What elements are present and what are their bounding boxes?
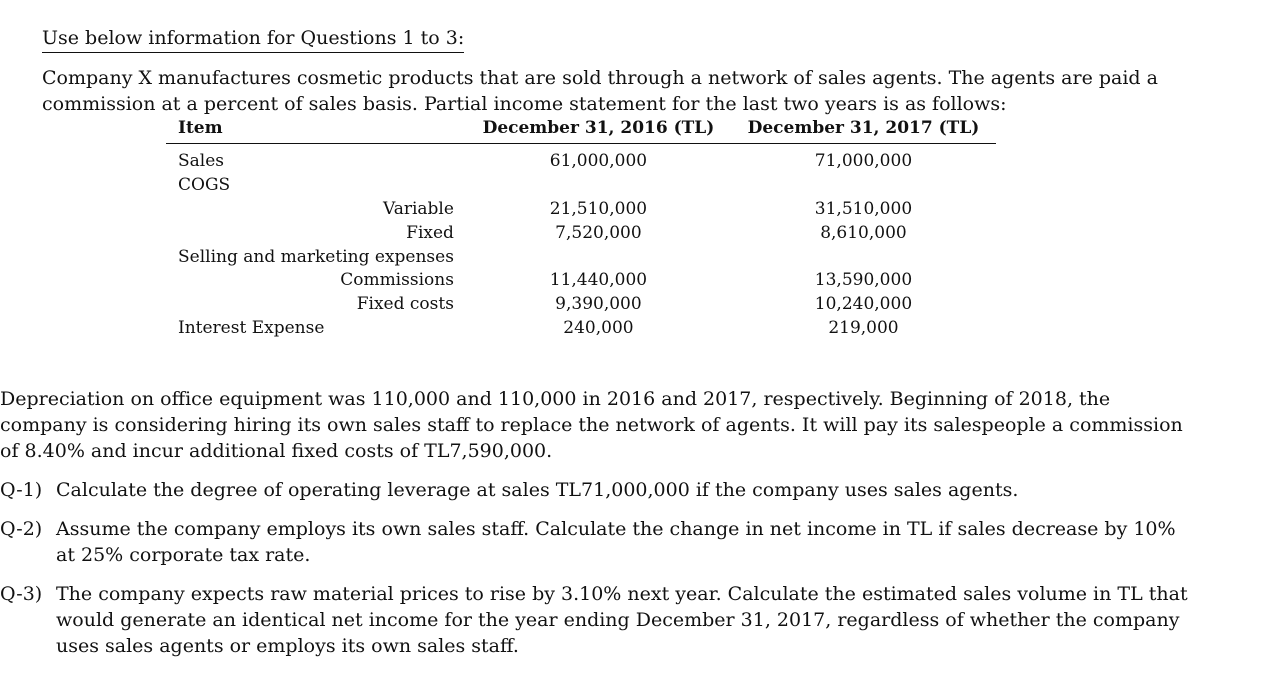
questions-section (0, 386, 1200, 659)
question-number: Q-2) (0, 518, 43, 540)
value-2016 (466, 174, 731, 198)
income-statement-table (166, 115, 996, 340)
column-header-item: Item (166, 115, 466, 144)
row-sublabel: Variable (382, 198, 454, 219)
value-2017: 71,000,000 (814, 151, 913, 172)
value-2017: 219,000 (828, 317, 899, 338)
row-label: COGS (178, 175, 231, 196)
row-label: Sales (178, 151, 225, 172)
value-2017: 13,590,000 (814, 270, 913, 291)
table-row (166, 198, 996, 222)
row-sublabel: Fixed costs (356, 294, 454, 315)
table-row (166, 269, 996, 293)
question-text: Assume the company employs its own sales staff. Calculate the change in net income in TL if sales decrease by 10% at 25% corporate tax rate. (56, 518, 1176, 566)
question-item (0, 477, 1200, 503)
value-2016: 61,000,000 (549, 151, 648, 172)
table-row (166, 245, 996, 269)
intro-paragraph: Company X manufactures cosmetic products that are sold through a network of sales agents. The agents are paid a commission at a percent of sales basis. Partial income statement for the last two years is as follows: (42, 67, 1158, 115)
table-row (166, 221, 996, 245)
value-2016: 21,510,000 (549, 198, 648, 219)
value-2016: 11,440,000 (549, 270, 648, 291)
question-text: The company expects raw material prices to rise by 3.10% next year. Calculate the estimated sales volume in TL that would generate an identical net income for the year ending December 31, 2017, regardless of whether the company uses sales agents or employs its own sales staff. (56, 583, 1188, 657)
income-statement-table-wrap (166, 115, 996, 340)
row-sublabel: Fixed (406, 222, 454, 243)
question-item (0, 581, 1200, 659)
depreciation-paragraph: Depreciation on office equipment was 110,000 and 110,000 in 2016 and 2017, respectively. Beginning of 2018, the company is considering hiring its own sales staff to replace the network of agents. It will pay its salespeople a commission of 8.40% and incur additional fixed costs of TL7,590,000. (0, 388, 1183, 462)
value-2017: 31,510,000 (814, 198, 913, 219)
table-header-row (166, 115, 996, 144)
value-2017: 10,240,000 (814, 294, 913, 315)
value-2017 (731, 174, 996, 198)
document-page (42, 26, 1242, 117)
question-item (0, 516, 1200, 568)
question-number: Q-3) (0, 583, 43, 605)
table-row (166, 174, 996, 198)
value-2017: 8,610,000 (820, 222, 907, 243)
table-row (166, 144, 996, 174)
column-header-2016: December 31, 2016 (TL) (466, 115, 731, 144)
section-heading: Use below information for Questions 1 to 3: (42, 26, 464, 53)
table-row (166, 317, 996, 341)
value-2016 (466, 245, 731, 269)
table-row (166, 293, 996, 317)
question-number: Q-1) (0, 479, 43, 501)
value-2016: 9,390,000 (555, 294, 642, 315)
value-2016: 240,000 (563, 317, 634, 338)
column-header-2017: December 31, 2017 (TL) (731, 115, 996, 144)
row-sublabel: Commissions (340, 270, 454, 291)
value-2017 (731, 245, 996, 269)
row-label: Interest Expense (178, 317, 325, 338)
row-label: Selling and marketing expenses (178, 246, 454, 267)
question-text: Calculate the degree of operating leverage at sales TL71,000,000 if the company uses sales agents. (56, 479, 1019, 501)
value-2016: 7,520,000 (555, 222, 642, 243)
